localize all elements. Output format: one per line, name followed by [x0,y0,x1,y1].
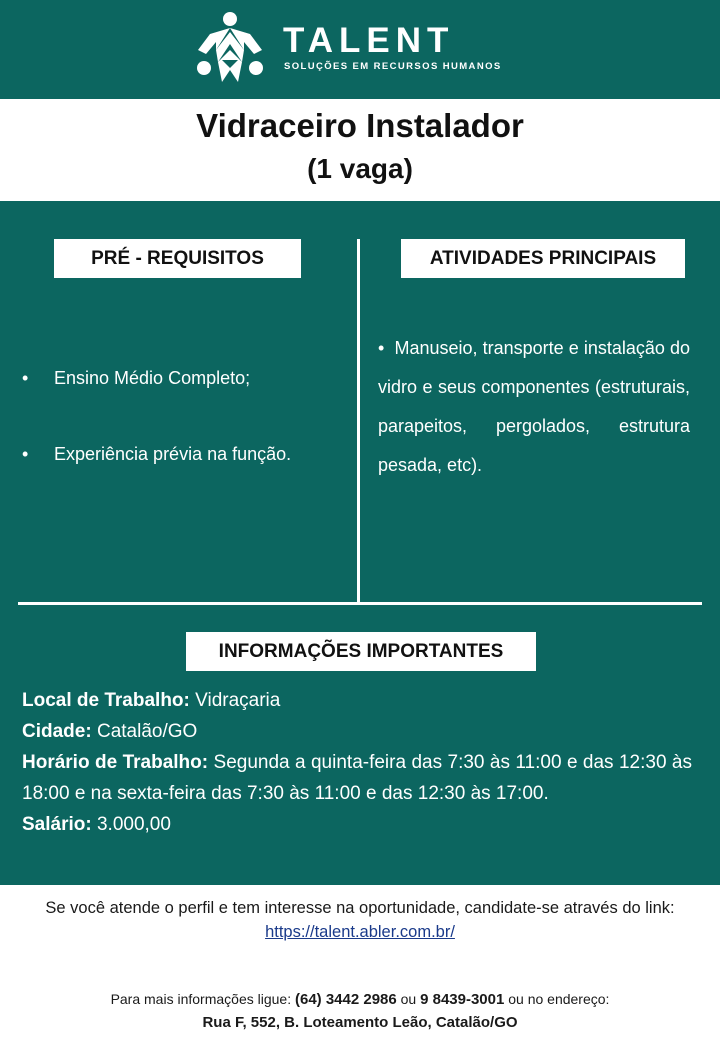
apply-link[interactable]: https://talent.abler.com.br/ [265,923,455,941]
hours-row [22,747,692,809]
footer [0,885,720,1040]
salary-row [22,809,692,840]
bullet-icon: • [22,368,29,388]
phone-2: 9 8439-3001 [420,991,505,1008]
workplace-row [22,685,692,716]
hours-value: Segunda a quinta-feira das 7:30 às 11:00 e das 12:30 às 18:00 e na sexta-feira das 7:30 às 11:00 e das 12:30 às 17:00. [22,752,693,804]
apply-paragraph [18,896,702,944]
address-prefix: ou no endereço: [508,991,610,1007]
city-value: Catalão/GO [96,721,198,742]
horizontal-divider [18,602,702,605]
requirement-text: Experiência prévia na função. [54,444,292,464]
info-details [22,685,692,840]
workplace-value: Vidraçaria [195,690,281,711]
requirements-heading: PRÉ - REQUISITOS [54,239,301,278]
phone-1: (64) 3442 2986 [294,991,397,1008]
requirement-text: Ensino Médio Completo; [54,368,251,388]
talent-logo-icon [194,10,266,84]
contact-paragraph [0,988,720,1034]
activity-text: Manuseio, transporte e instalação do vidro e seus componentes (estruturais, parapeitos, pergolados, estrutura pesada, etc). [378,338,690,475]
vertical-divider [357,239,360,603]
brand-name: TALENT [283,21,455,60]
workplace-label: Local de Trabalho: [22,690,190,711]
main-panel [0,201,720,885]
job-title: Vidraceiro Instalador [196,107,524,144]
salary-label: Salário: [22,814,92,835]
city-label: Cidade: [22,721,92,742]
activity-item [378,329,690,485]
or-text: ou [400,991,417,1007]
bullet-icon: • [22,444,29,464]
brand-tagline: SOLUÇÕES EM RECURSOS HUMANOS [284,61,502,72]
header-banner [0,0,720,99]
contact-prefix: Para mais informações ligue: [110,991,292,1007]
address: Rua F, 552, B. Loteamento Leão, Catalão/GO [202,1014,518,1031]
requirement-item [22,368,250,389]
bullet-icon: • [378,338,395,358]
salary-value: 3.000,00 [96,814,171,835]
apply-text: Se você atende o perfil e tem interesse na oportunidade, candidate-se através do link: [45,899,675,917]
info-heading: INFORMAÇÕES IMPORTANTES [186,632,536,671]
job-vacancies: (1 vaga) [307,153,413,184]
requirement-item [22,444,291,465]
city-row [22,716,692,747]
hours-label: Horário de Trabalho: [22,752,209,773]
activities-heading: ATIVIDADES PRINCIPAIS [401,239,685,278]
